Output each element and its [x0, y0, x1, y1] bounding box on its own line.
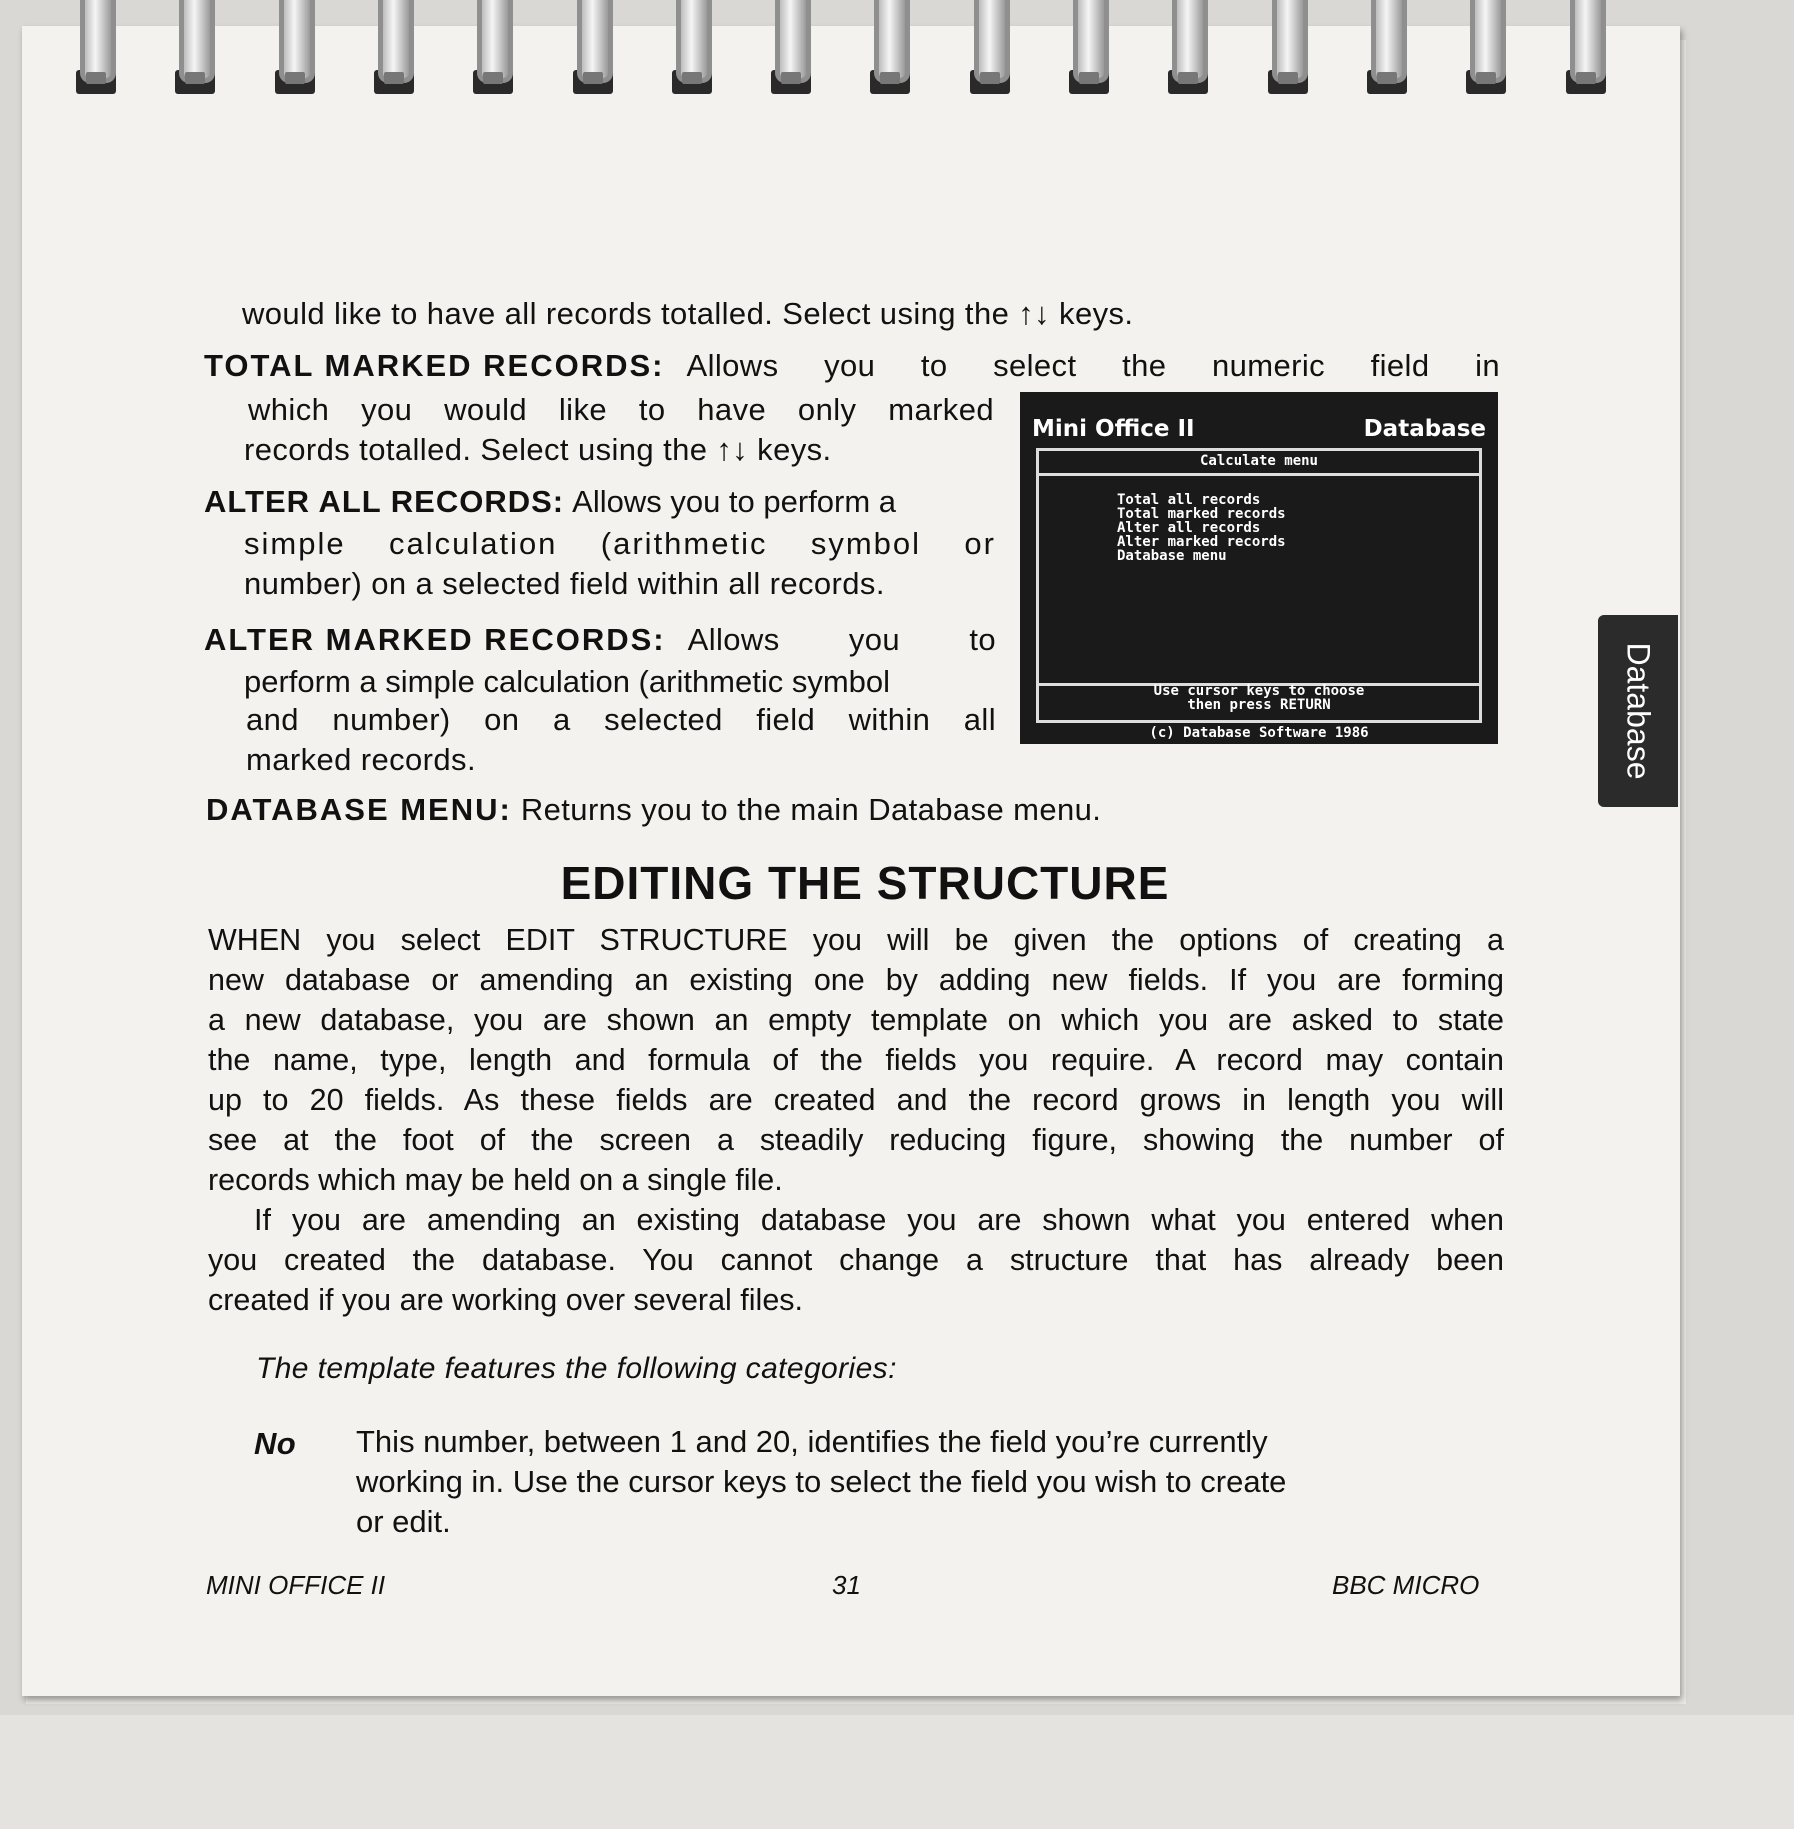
screen-menu-item: Total marked records	[1117, 506, 1286, 522]
footer-page-number: 31	[832, 1570, 861, 1600]
intro-line: would like to have all records totalled. Select using the ↑↓ keys.	[242, 296, 1134, 331]
alter-all-first-line	[204, 484, 996, 520]
alter-marked-line-1: Allows you to	[687, 622, 996, 657]
binding-ring	[571, 0, 615, 98]
section-tab	[1598, 615, 1678, 807]
binding-ring	[471, 0, 515, 98]
footer-right: BBC MICRO	[1332, 1570, 1480, 1600]
screen-menu-item: Total all records	[1117, 492, 1261, 508]
total-marked-first-line	[204, 348, 1500, 384]
section-tab-label: Database	[1620, 642, 1657, 780]
alter-marked-line-3: and number) on a selected field within all	[246, 702, 996, 737]
table-surface	[0, 1715, 1794, 1829]
paragraph-1-line: see at the foot of the screen a steadily reducing figure, showing the number of	[208, 1123, 1504, 1157]
screen-copyright: (c) Database Software 1986	[1149, 725, 1369, 741]
screen-prompt-box	[1036, 684, 1482, 723]
total-marked-line-3: records totalled. Select using the ↑↓ keys.	[244, 432, 832, 467]
footer-left: MINI OFFICE II	[206, 1570, 386, 1600]
paragraph-1-line: WHEN you select EDIT STRUCTURE you will be given the options of creating a	[208, 923, 1504, 957]
total-marked-line-1: Allows you to select the numeric field in	[686, 348, 1500, 383]
paragraph-2-line: you created the database. You cannot change a structure that has already been	[208, 1243, 1504, 1277]
paragraph-1-line: a new database, you are shown an empty template on which you are asked to state	[208, 1003, 1504, 1037]
database-menu-term: DATABASE MENU:	[206, 792, 512, 827]
paragraph-1-line: up to 20 fields. As these fields are created and the record grows in length you will	[208, 1083, 1504, 1117]
binding-ring	[273, 0, 317, 98]
alter-all-line-1: Allows you to perform a	[572, 484, 897, 519]
screen-app-title: Mini Office II	[1032, 416, 1195, 442]
alter-marked-line-4: marked records.	[246, 742, 476, 777]
binding-ring	[173, 0, 217, 98]
alter-all-term: ALTER ALL RECORDS:	[204, 484, 565, 519]
paragraph-1-line: new database or amending an existing one by adding new fields. If you are forming	[208, 963, 1504, 997]
binding-ring	[1464, 0, 1508, 98]
computer-screen-capture	[1020, 392, 1498, 744]
screen-prompt-line-1: Use cursor keys to choose	[1153, 683, 1365, 699]
alter-all-line-2: simple calculation (arithmetic symbol or	[244, 526, 996, 561]
screen-menu-item: Alter all records	[1117, 520, 1261, 536]
alter-marked-line-2: perform a simple calculation (arithmetic symbol	[244, 664, 891, 699]
no-line-1: This number, between 1 and 20, identifies the field you’re currently	[356, 1424, 1268, 1459]
screen-module-name: Database	[1363, 416, 1486, 442]
paragraph-1-line: records which may be held on a single file.	[208, 1163, 783, 1197]
screen-menu-item: Alter marked records	[1117, 534, 1286, 550]
paragraph-2-line: If you are amending an existing database you are shown what you entered when	[254, 1203, 1504, 1237]
binding-ring	[868, 0, 912, 98]
total-marked-line-2: which you would like to have only marked	[248, 392, 994, 427]
binding-ring	[968, 0, 1012, 98]
database-menu-entry	[206, 792, 1101, 828]
alter-marked-term: ALTER MARKED RECORDS:	[204, 622, 666, 657]
screen-prompt-line-2: then press RETURN	[1187, 697, 1331, 713]
paragraph-1-line: the name, type, length and formula of the fields you require. A record may contain	[208, 1043, 1504, 1077]
no-line-3: or edit.	[356, 1504, 451, 1539]
screen-menu-title-bar	[1039, 451, 1479, 476]
binding-ring	[1564, 0, 1608, 98]
screen-menu-item: Database menu	[1117, 548, 1227, 564]
paragraph-1	[208, 920, 1504, 1200]
no-term: No	[254, 1426, 297, 1461]
binding-ring	[372, 0, 416, 98]
alter-marked-first-line	[204, 622, 996, 658]
screen-menu-title: Calculate menu	[1199, 453, 1318, 469]
binding-ring	[769, 0, 813, 98]
screen-menu-box	[1036, 448, 1482, 686]
spiral-binding	[0, 0, 1794, 110]
binding-ring	[1166, 0, 1210, 98]
binding-ring	[74, 0, 118, 98]
total-marked-term: TOTAL MARKED RECORDS:	[204, 348, 665, 383]
binding-ring	[1067, 0, 1111, 98]
binding-ring	[670, 0, 714, 98]
paragraph-2	[208, 1200, 1504, 1320]
categories-intro: The template features the following categories:	[256, 1352, 897, 1385]
paragraph-2-line: created if you are working over several files.	[208, 1283, 804, 1317]
alter-all-line-3: number) on a selected field within all records.	[244, 566, 885, 601]
section-heading: EDITING THE STRUCTURE	[560, 857, 1170, 909]
no-line-2: working in. Use the cursor keys to select the field you wish to create	[356, 1464, 1287, 1499]
database-menu-text: Returns you to the main Database menu.	[520, 792, 1102, 827]
binding-ring	[1365, 0, 1409, 98]
binding-ring	[1266, 0, 1310, 98]
